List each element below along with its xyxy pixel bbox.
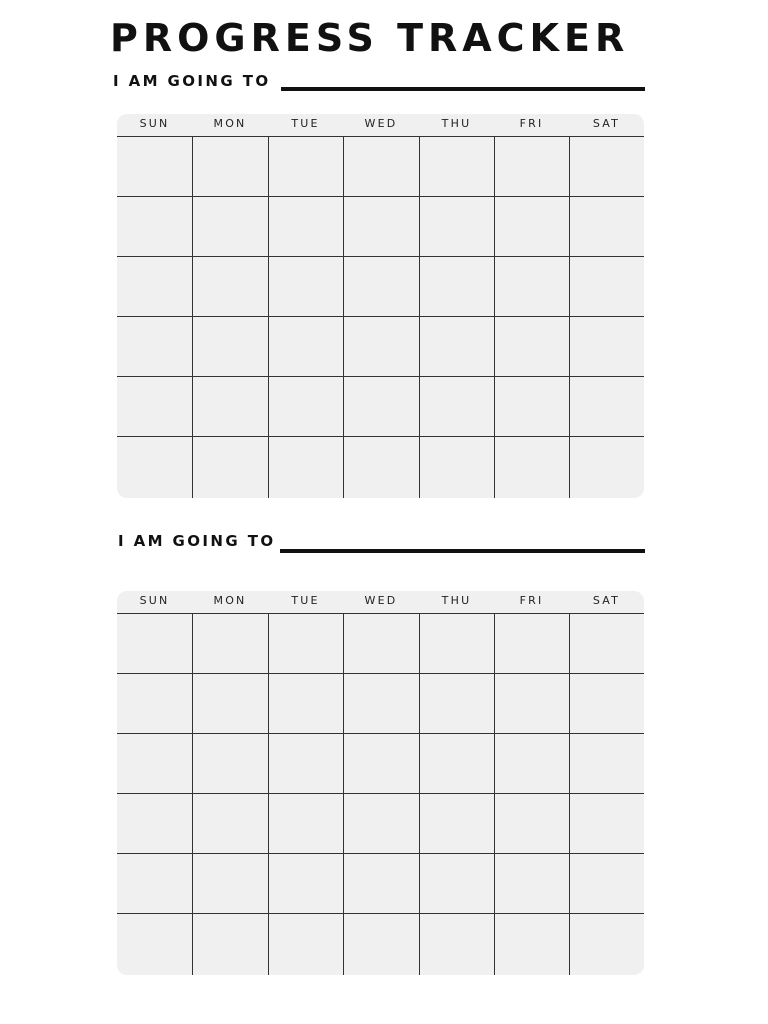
tracker-cell[interactable]: [569, 197, 644, 257]
tracker-cell[interactable]: [117, 794, 192, 854]
tracker-cell[interactable]: [494, 377, 569, 437]
tracker-cell[interactable]: [117, 914, 192, 974]
grid-column-line: [192, 614, 193, 975]
tracker-cell[interactable]: [569, 734, 644, 794]
tracker-cell[interactable]: [419, 734, 494, 794]
tracker-cell[interactable]: [343, 854, 419, 914]
tracker-cell[interactable]: [343, 674, 419, 734]
grid-column-line: [419, 137, 420, 498]
day-header-sat: SAT: [592, 594, 621, 607]
tracker-cell[interactable]: [117, 317, 192, 377]
day-header-wed: WED: [364, 117, 398, 130]
tracker-cell[interactable]: [494, 257, 569, 317]
tracker-cell[interactable]: [343, 437, 419, 497]
grid-row-line: [117, 256, 644, 257]
tracker-cell[interactable]: [343, 614, 419, 674]
goal-row: [118, 532, 645, 556]
tracker-cell[interactable]: [268, 317, 343, 377]
grid-row-line: [117, 316, 644, 317]
tracker-cell[interactable]: [192, 734, 268, 794]
tracker-cell[interactable]: [117, 257, 192, 317]
day-header-fri: FRI: [519, 594, 544, 607]
tracker-cell[interactable]: [268, 614, 343, 674]
tracker-cell[interactable]: [343, 257, 419, 317]
tracker-cell[interactable]: [117, 137, 192, 197]
grid-column-line: [192, 137, 193, 498]
tracker-cell[interactable]: [192, 437, 268, 497]
grid-column-line: [569, 137, 570, 498]
tracker-cell[interactable]: [268, 674, 343, 734]
grid-column-line: [419, 614, 420, 975]
grid-row-line: [117, 613, 644, 614]
tracker-cell[interactable]: [117, 854, 192, 914]
tracker-cell[interactable]: [419, 794, 494, 854]
tracker-cell[interactable]: [268, 437, 343, 497]
tracker-cell[interactable]: [569, 914, 644, 974]
tracker-cell[interactable]: [268, 257, 343, 317]
grid-column-line: [494, 137, 495, 498]
grid-row-line: [117, 673, 644, 674]
tracker-cell[interactable]: [343, 794, 419, 854]
tracker-cell[interactable]: [117, 437, 192, 497]
tracker-cell[interactable]: [117, 377, 192, 437]
tracker-cell[interactable]: [192, 317, 268, 377]
tracker-cell[interactable]: [419, 854, 494, 914]
tracker-cell[interactable]: [494, 437, 569, 497]
day-header-sun: SUN: [139, 117, 170, 130]
tracker-cell[interactable]: [419, 137, 494, 197]
grid-row-line: [117, 793, 644, 794]
tracker-cell[interactable]: [268, 914, 343, 974]
grid-row-line: [117, 136, 644, 137]
grid-row-line: [117, 196, 644, 197]
tracker-cell[interactable]: [569, 317, 644, 377]
tracker-cell[interactable]: [569, 794, 644, 854]
grid-column-line: [494, 614, 495, 975]
tracker-cell[interactable]: [343, 914, 419, 974]
tracker-cell[interactable]: [494, 674, 569, 734]
grid-row-line: [117, 733, 644, 734]
goal-write-line[interactable]: [281, 87, 645, 91]
tracker-cell[interactable]: [192, 257, 268, 317]
tracker-cell[interactable]: [569, 137, 644, 197]
tracker-cell[interactable]: [343, 317, 419, 377]
tracker-cell[interactable]: [569, 437, 644, 497]
tracker-cell[interactable]: [117, 674, 192, 734]
tracker-cell[interactable]: [494, 734, 569, 794]
tracker-cell[interactable]: [192, 914, 268, 974]
tracker-cell[interactable]: [419, 674, 494, 734]
tracker-calendar: [117, 114, 644, 498]
tracker-cell[interactable]: [494, 317, 569, 377]
page-title: PROGRESS TRACKER: [110, 16, 630, 60]
tracker-cell[interactable]: [117, 197, 192, 257]
tracker-cell[interactable]: [494, 854, 569, 914]
tracker-cell[interactable]: [268, 137, 343, 197]
grid-column-line: [569, 614, 570, 975]
tracker-cell[interactable]: [419, 914, 494, 974]
tracker-cell[interactable]: [569, 854, 644, 914]
tracker-cell[interactable]: [192, 137, 268, 197]
tracker-cell[interactable]: [343, 734, 419, 794]
day-header-fri: FRI: [519, 117, 544, 130]
grid-column-line: [268, 614, 269, 975]
tracker-cell[interactable]: [268, 377, 343, 437]
goal-row: [113, 72, 645, 96]
tracker-cell[interactable]: [268, 854, 343, 914]
day-header-mon: MON: [213, 594, 247, 607]
goal-write-line[interactable]: [280, 549, 645, 553]
tracker-cell[interactable]: [419, 437, 494, 497]
tracker-cell[interactable]: [419, 197, 494, 257]
tracker-cell[interactable]: [192, 197, 268, 257]
grid-column-line: [343, 614, 344, 975]
grid-column-line: [343, 137, 344, 498]
tracker-cell[interactable]: [268, 734, 343, 794]
tracker-cell[interactable]: [569, 614, 644, 674]
tracker-cell[interactable]: [569, 257, 644, 317]
day-header-sat: SAT: [592, 117, 621, 130]
tracker-cell[interactable]: [494, 794, 569, 854]
tracker-cell[interactable]: [117, 614, 192, 674]
grid-row-line: [117, 436, 644, 437]
tracker-cell[interactable]: [192, 794, 268, 854]
grid-row-line: [117, 853, 644, 854]
grid-row-line: [117, 376, 644, 377]
tracker-cell[interactable]: [343, 137, 419, 197]
tracker-cell[interactable]: [569, 377, 644, 437]
tracker-cell[interactable]: [343, 197, 419, 257]
tracker-cell[interactable]: [192, 854, 268, 914]
tracker-calendar: [117, 591, 644, 975]
tracker-cell[interactable]: [192, 674, 268, 734]
day-header-tue: TUE: [291, 594, 320, 607]
tracker-cell[interactable]: [419, 614, 494, 674]
tracker-cell[interactable]: [419, 377, 494, 437]
tracker-cell[interactable]: [268, 197, 343, 257]
tracker-cell[interactable]: [192, 377, 268, 437]
tracker-cell[interactable]: [192, 614, 268, 674]
goal-label: I AM GOING TO: [113, 72, 271, 90]
day-header-thu: THU: [441, 594, 472, 607]
tracker-cell[interactable]: [494, 614, 569, 674]
day-header-thu: THU: [441, 117, 472, 130]
tracker-cell[interactable]: [419, 317, 494, 377]
tracker-cell[interactable]: [494, 197, 569, 257]
day-header-wed: WED: [364, 594, 398, 607]
tracker-cell[interactable]: [117, 734, 192, 794]
tracker-cell[interactable]: [268, 794, 343, 854]
tracker-cell[interactable]: [343, 377, 419, 437]
tracker-cell[interactable]: [494, 914, 569, 974]
tracker-cell[interactable]: [494, 137, 569, 197]
day-header-mon: MON: [213, 117, 247, 130]
day-header-sun: SUN: [139, 594, 170, 607]
day-header-tue: TUE: [291, 117, 320, 130]
grid-row-line: [117, 913, 644, 914]
goal-label: I AM GOING TO: [118, 532, 276, 550]
grid-column-line: [268, 137, 269, 498]
tracker-cell[interactable]: [569, 674, 644, 734]
tracker-cell[interactable]: [419, 257, 494, 317]
